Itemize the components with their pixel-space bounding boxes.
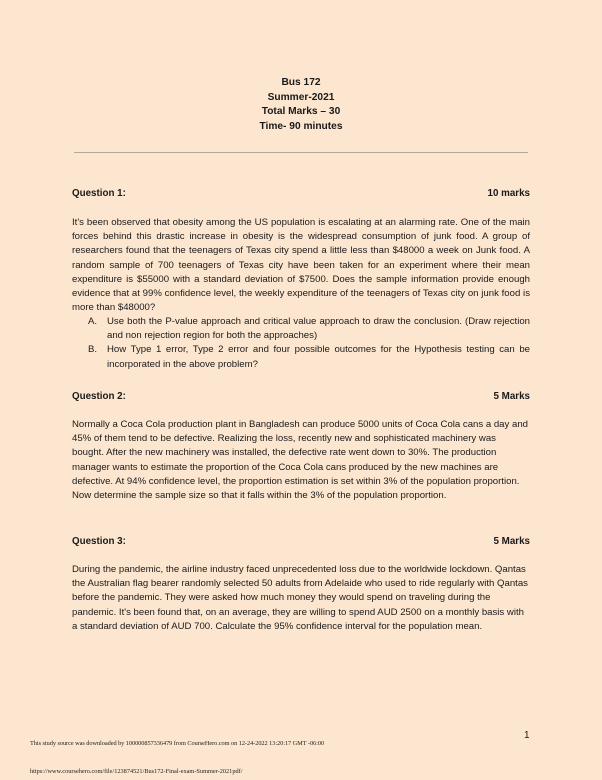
question-2-title: Question 2:: [72, 391, 126, 402]
question-3-body: During the pandemic, the airline industry faced unprecedented loss due to the worldwide lockdown. Qantas the Australian flag bearer randomly selected 50 adults from Adelaide who used to ride regularly with Qantas before the pandemic. They were asked how much money they would spend on traveling during the pandemic. It's been found that, on an average, they are willing to spend AUD 2500 on a monthly basis with a standard deviation of AUD 700. Calculate the 95% confidence interval for the population mean.: [72, 564, 528, 632]
exam-header: [0, 76, 602, 134]
question-1-heading: [72, 187, 530, 200]
question-1-parts: [72, 315, 530, 372]
exam-term: Summer-2021: [267, 91, 335, 103]
question-1-body: It's been observed that obesity among the US population is escalating at an alarming rate. One of the main forces behind this drastic increase in obesity is the widespread consumption of junk food. A group of researchers found that the teenagers of Texas city spend a little less than $48000 a week on Junk food. A random sample of 700 teenagers of Texas city have been taken for an experiment where their mean expenditure is $55000 with a standard deviation of $7500. Does the sample information provide enough evidence that at 99% confidence level, the weekly expenditure of the teenagers of Texas city on junk food is more than $48000?: [72, 217, 530, 314]
source-url[interactable]: https://www.coursehero.com/file/123874521/Bus172-Final-exam-Summer-2021pdf/: [30, 768, 243, 775]
course-code: Bus 172: [281, 77, 321, 88]
question-2-marks: 5 Marks: [493, 391, 530, 402]
question-1-part-b: [72, 343, 530, 371]
download-notice: This study source was downloaded by 100000857336479 from CourseHero.com on 12-24-2022 13:20:17 GMT -06:00: [30, 740, 325, 747]
part-b-marker: B.: [88, 344, 98, 356]
question-1-title: Question 1:: [72, 188, 126, 199]
part-b-text: How Type 1 error, Type 2 error and four possible outcomes for the Hypothesis testing can be incorporated in the above problem?: [107, 344, 530, 370]
part-a-marker: A.: [88, 316, 98, 327]
exam-time: Time- 90 minutes: [259, 120, 343, 132]
part-a-text: Use both the P-value approach and critical value approach to draw the conclusion. (Draw rejection and non rejection region for both the approaches): [107, 316, 530, 342]
question-3-heading: [72, 535, 530, 548]
page-number: 1: [524, 730, 530, 741]
total-marks: Total Marks – 30: [261, 106, 341, 118]
question-2-body: Normally a Coca Cola production plant in Bangladesh can produce 5000 units of Coca Cola cans a day and 45% of them tend to be defective. Realizing the loss, recently new and sophisticated machinery was bought. After the new machinery was installed, the defective rate went down to 30%. The production manager wants to estimate the proportion of the Coca Cola cans produced by the new machines are defective. At 94% confidence level, the proportion estimation is set within 3% of the population proportion. Now determine the sample size so that it falls within the 3% of the population proportion.: [72, 419, 528, 502]
question-3-title: Question 3:: [72, 536, 126, 547]
header-divider: [74, 152, 528, 153]
question-2-heading: [72, 390, 530, 403]
question-3-marks: 5 Marks: [493, 536, 530, 547]
question-1-marks: 10 marks: [487, 188, 530, 199]
question-1-part-a: [72, 315, 530, 343]
